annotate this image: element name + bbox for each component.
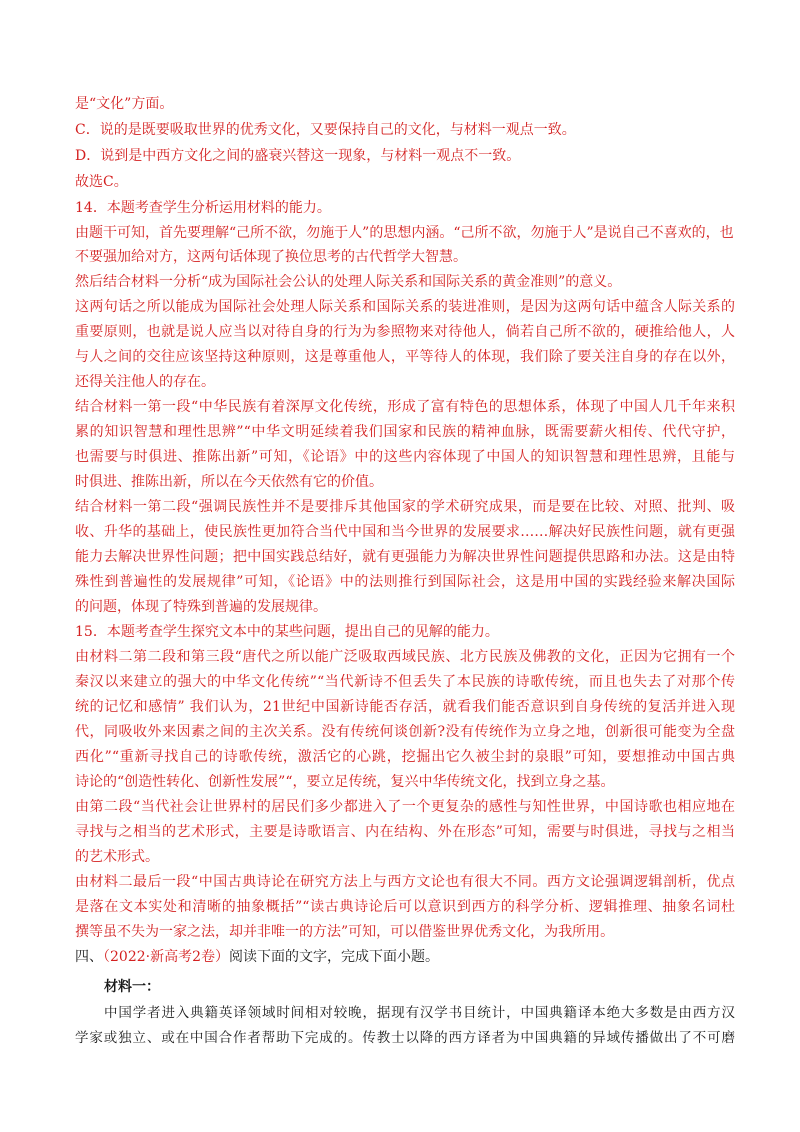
text-line: 与人之间的交往应该坚持这种原则，这是尊重他人，平等待人的体现，我们除了要关注自身的存在以外， (75, 349, 735, 365)
question-header (75, 945, 735, 969)
material-title: 材料一： (104, 979, 160, 995)
text-line: 由材料二最后一段“中国古典诗论在研究方法上与西方文论也有很大不同。西方文论强调逻辑剖析，优点 (75, 874, 735, 890)
text-line: C．说的是既要吸取世界的优秀文化，又要保持自己的文化，与材料一观点一致。 (75, 122, 576, 138)
text-line: 是落在文本实处和清晰的抽象概括”“读古典诗论后可以意识到西方的科学分析、逻辑推理、抽象名词杜 (75, 899, 735, 915)
text-line: 累的知识智慧和理性思辨”“中华文明延续着我们国家和民族的精神血脉，既需要薪火相传、代代守护， (75, 424, 735, 440)
text-line: 诗论的“创造性转化、创新性发展”“，要立足传统，复兴中华传统文化，找到立身之基。 (75, 774, 615, 790)
text-line: D．说到是中西方文化之间的盛衰兴替这一现象，与材料一观点不一致。 (75, 148, 521, 164)
text-line: 代，同吸收外来因素之间的主次关系。没有传统何谈创新?没有传统作为立身之地，创新很可能变为全盘 (75, 724, 735, 740)
text-line: 14．本题考查学生分析运用材料的能力。 (75, 200, 331, 216)
question-source: （2022·新高考2卷） (103, 949, 229, 965)
text-line: 寻找与之相当的艺术形式，主要是诗歌语言、内在结构、外在形态”可知，需要与时俱进，寻找与之相当 (75, 824, 735, 840)
material-line: 学家或独立、或在中国合作者帮助下完成的。传教士以降的西方译者为中国典籍的异域传播做出了不可磨 (75, 1030, 735, 1046)
text-line: 殊性到普遍性的发展规律”可知，《论语》中的法则推行到国际社会，这是用中国的实践经验来解决国际 (75, 574, 735, 590)
question-number: 四、 (75, 949, 103, 965)
text-line: 由题干可知，首先要理解“己所不欲，勿施于人”的思想内涵。“己所不欲，勿施于人”是说自己不喜欢的，也不要强加给对方，这两句话体现了换位思考的古代哲学大智慧。 (75, 225, 734, 265)
text-line: 重要原则，也就是说人应当以对待自身的行为为参照物来对待他人，倘若自己所不欲的，硬推给他人，人 (75, 324, 735, 340)
text-line: 然后结合材料一分析“成为国际社会公认的处理人际关系和国际关系的黄金准则”的意义。 (75, 274, 622, 290)
text-line: 结合材料一第二段“强调民族性并不是要排斥其他国家的学术研究成果，而是要在比较、对照、批判、吸 (75, 499, 735, 515)
text-line: 15．本题考查学生探究文本中的某些问题，提出自己的见解的能力。 (75, 624, 499, 640)
text-line: 统的记忆和感情” 我们认为，21世纪中国新诗能否存活，就看我们能否意识到自身传统的复活并进入现 (75, 699, 735, 715)
text-line: 故选C。 (75, 174, 128, 190)
question-instruction: 阅读下面的文字，完成下面小题。 (229, 949, 439, 965)
text-line: 是“文化”方面。 (75, 96, 174, 112)
text-line: 收、升华的基础上，使民族性更加符合当代中国和当今世界的发展要求……解决好民族性问题，就有更强 (75, 524, 735, 540)
text-line: 的艺术形式。 (75, 849, 159, 865)
text-line: 时俱进、推陈出新，所以在今天依然有它的价值。 (75, 474, 383, 490)
text-line: 这两句话之所以能成为国际社会处理人际关系和国际关系的装进准则，是因为这两句话中蕴含人际关系的 (75, 299, 735, 315)
text-line: 西化”“重新寻找自己的诗歌传统，激活它的心跳，挖掘出它久被尘封的泉眼”可知，要想推动中国古典 (75, 749, 735, 765)
text-line: 由第二段“当代社会让世界村的居民们多少都进入了一个更复杂的感性与知性世界，中国诗歌也相应地在 (75, 799, 735, 815)
text-line: 的问题，体现了特殊到普遍的发展规律。 (75, 599, 327, 615)
text-line: 撰等虽不失为一家之法，却并非唯一的方法”可知，可以借鉴世界优秀文化，为我所用。 (75, 924, 615, 940)
text-line: 还得关注他人的存在。 (75, 374, 215, 390)
text-line: 秦汉以来建立的强大的中华文化传统”“当代新诗不但丢失了本民族的诗歌传统，而且也失去了对那个传 (75, 674, 735, 690)
text-line: 由材料二第二段和第三段“唐代之所以能广泛吸取西域民族、北方民族及佛教的文化，正因为它拥有一个 (75, 649, 735, 665)
text-line: 能力去解决世界性问题；把中国实践总结好，就有更强能力为解决世界性问题提供思路和办法。这是由特 (75, 549, 735, 565)
text-line: 结合材料一第一段“中华民族有着深厚文化传统，形成了富有特色的思想体系，体现了中国人几千年来积 (75, 399, 735, 415)
material-line: 中国学者进入典籍英译领域时间相对较晚，据现有汉学书目统计，中国典籍译本绝大多数是由西方汉 (104, 1005, 735, 1021)
text-line: 也需要与时俱进、推陈出新”可知，《论语》中的这些内容体现了中国人的知识智慧和理性思辨，且能与 (75, 449, 735, 465)
